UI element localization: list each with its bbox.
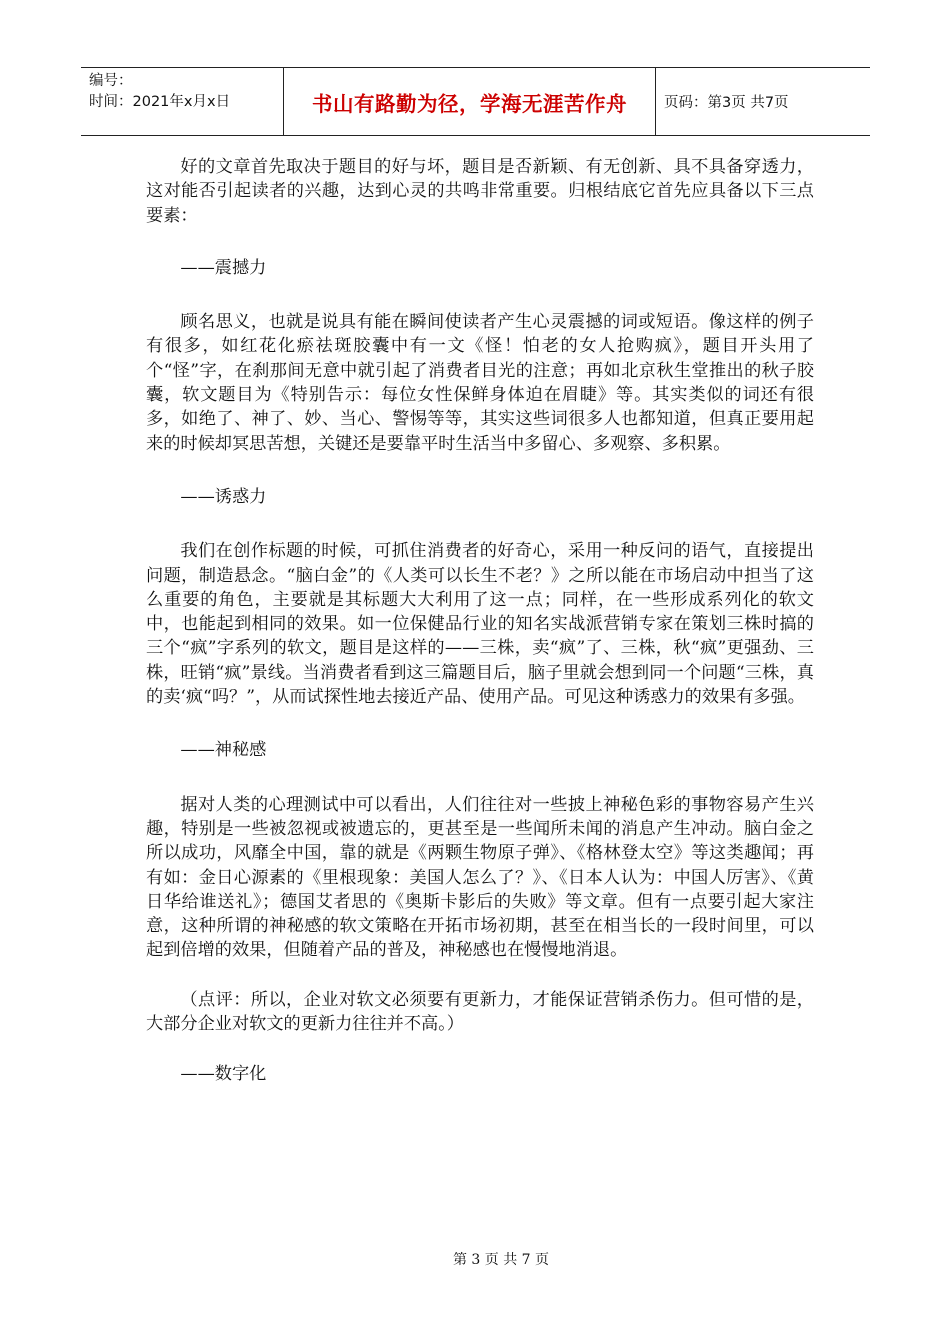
page-footer: 第 3 页 共 7 页	[452, 1252, 550, 1268]
paragraph-shock: 顾名思义，也就是说具有能在瞬间使读者产生心灵震撼的词或短语。像这样的例子有很多，如红花化瘀祛斑胶囊中有一文《怪！怕老的女人抢购疯》，题目开头用了个“怪”字，在刹那间无意中就引起了消费者目光的注意；再如北京秋生堂推出的秋子胶囊，软文题目为《特别告示：每位女性保鲜身体迫在眉睫》等。其实类似的词还有很多，如绝了、神了、妙、当心、警惕等等，其实这些词很多人也都知道，但真正要用起来的时候却冥思苦想，关键还是要靠平时生活当中多留心、多观察、多积累。	[146, 312, 814, 454]
section-heading-digital: ——数字化	[180, 1064, 267, 1085]
header-meta	[81, 68, 284, 135]
page-header	[81, 67, 870, 136]
header-page-info: 页码：第3页 共7页	[664, 95, 789, 111]
section-heading-mystery: ——神秘感	[180, 740, 267, 761]
document-body	[146, 155, 814, 1113]
paragraph-temptation: 我们在创作标题的时候，可抓住消费者的好奇心，采用一种反问的语气，直接提出问题，制造悬念。“脑白金”的《人类可以长生不老？》之所以能在市场启动中担当了这么重要的角色，主要就是其标题大大利用了这一点；同样，在一些形成系列化的软文中，也能起到相同的效果。如一位保健品行业的知名实战派营销专家在策划三株时搞的三个“疯”字系列的软文，题目是这样的——三株，卖“疯”了、三株，秋“疯”更强劲、三株，旺销“疯”景线。当消费者看到这三篇题目后，脑子里就会想到同一个问题“三株，真的卖‘疯“吗？”，从而试探性地去接近产品、使用产品。可见这种诱惑力的效果有多强。	[146, 541, 814, 708]
section-heading-temptation: ——诱惑力	[180, 486, 267, 507]
paragraph-intro: 好的文章首先取决于题目的好与坏，题目是否新颖、有无创新、具不具备穿透力，这对能否引起读者的兴趣，达到心灵的共鸣非常重要。归根结底它首先应具备以下三点要素：	[146, 157, 814, 226]
header-motto: 书山有路勤为径，学海无涯苦作舟	[284, 68, 656, 135]
section-heading-shock: ——震撼力	[180, 257, 267, 278]
paragraph-mystery: 据对人类的心理测试中可以看出，人们往往对一些披上神秘色彩的事物容易产生兴趣，特别是一些被忽视或被遗忘的，更甚至是一些闻所未闻的消息产生冲动。脑白金之所以成功，风靡全中国，靠的就是《两颗生物原子弹》、《格林登太空》等这类趣闻；再有如：金日心源素的《里根现象：美国人怎么了？》、《日本人认为：中国人厉害》、《黄日华给谁送礼》；德国艾者思的《奥斯卡影后的失败》等文章。但有一点要引起大家注意，这种所谓的神秘感的软文策略在开拓市场初期，甚至在相当长的一段时间里，可以起到倍增的效果，但随着产品的普及，神秘感也在慢慢地消退。	[146, 794, 814, 961]
document-number-label: 编号：	[89, 73, 133, 89]
document-time-label: 时间：2021年x月x日	[89, 94, 231, 110]
paragraph-comment: （点评：所以，企业对软文必须要有更新力，才能保证营销杀伤力。但可惜的是，大部分企业对软文的更新力往往并不高。）	[146, 989, 814, 1035]
